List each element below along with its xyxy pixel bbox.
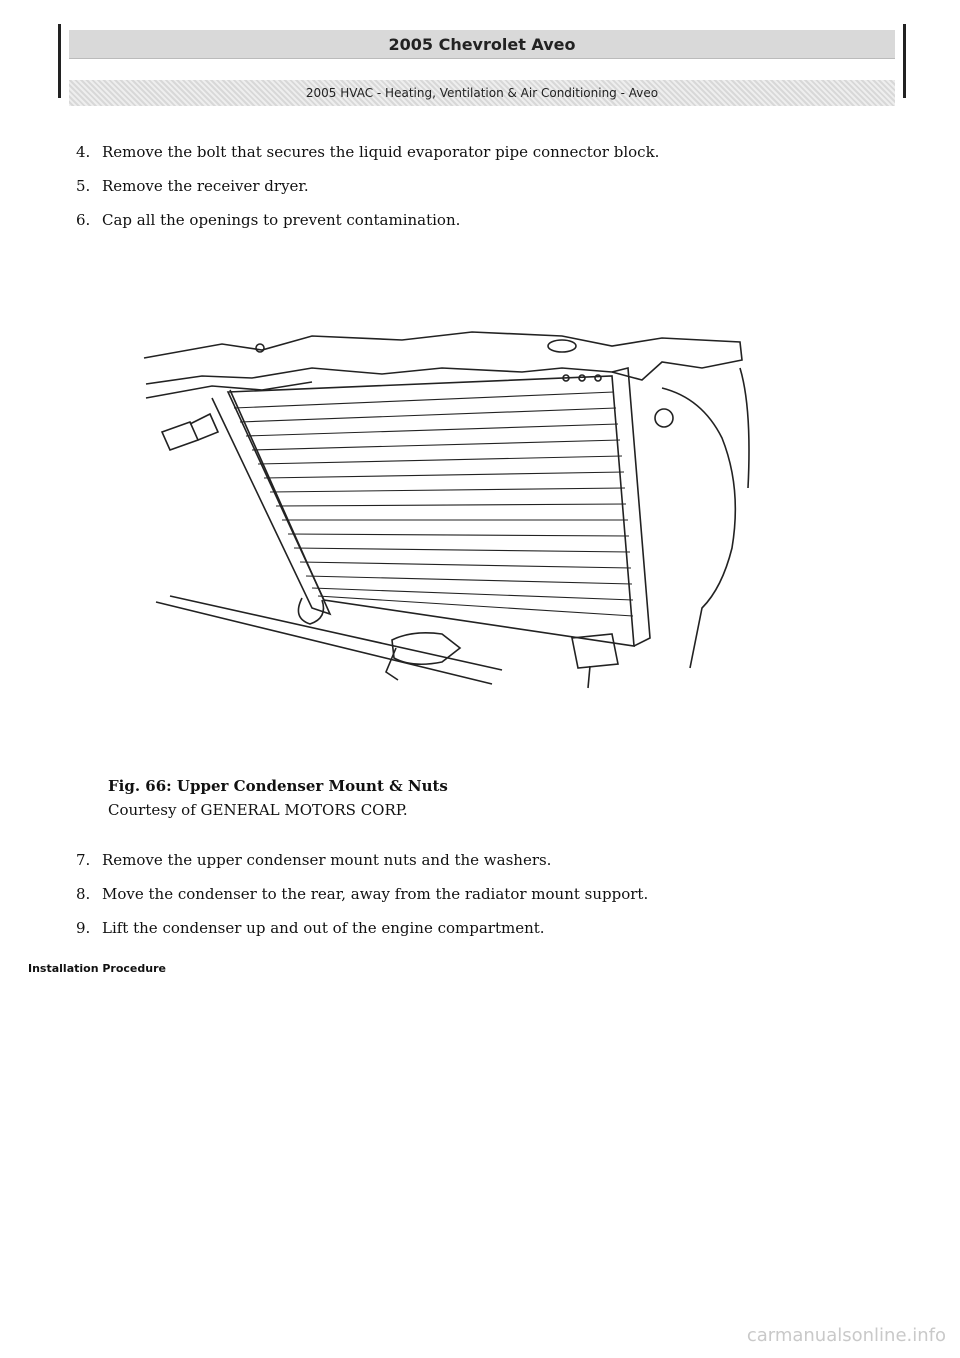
- header-title: 2005 Chevrolet Aveo: [69, 30, 895, 59]
- step-text: Cap all the openings to prevent contamination.: [102, 211, 461, 229]
- figure-title: Fig. 66: Upper Condenser Mount & Nuts: [108, 777, 448, 795]
- step-number: 9.: [76, 919, 91, 937]
- step-text: Remove the receiver dryer.: [102, 177, 309, 195]
- step-number: 8.: [76, 885, 91, 903]
- step-text: Move the condenser to the rear, away from the radiator mount support.: [102, 885, 649, 903]
- list-item: [76, 850, 936, 870]
- list-item: [76, 142, 936, 162]
- list-item: [76, 176, 936, 196]
- list-item: [76, 884, 936, 904]
- step-text: Lift the condenser up and out of the engine compartment.: [102, 919, 545, 937]
- document-header: [58, 24, 906, 98]
- step-text: Remove the upper condenser mount nuts and the washers.: [102, 851, 552, 869]
- header-subtitle: 2005 HVAC - Heating, Ventilation & Air Conditioning - Aveo: [69, 80, 895, 106]
- list-item: [76, 210, 936, 230]
- condenser-illustration: [142, 328, 754, 706]
- step-text: Remove the bolt that secures the liquid evaporator pipe connector block.: [102, 143, 660, 161]
- list-item: [76, 918, 936, 938]
- step-number: 4.: [76, 143, 91, 161]
- figure-caption: [108, 774, 448, 822]
- step-number: 5.: [76, 177, 91, 195]
- step-number: 6.: [76, 211, 91, 229]
- section-heading: Installation Procedure: [28, 962, 166, 975]
- step-list-before: [76, 142, 936, 244]
- step-number: 7.: [76, 851, 91, 869]
- step-list-after: [76, 850, 936, 952]
- figure-courtesy: Courtesy of GENERAL MOTORS CORP.: [108, 801, 408, 819]
- footer-watermark[interactable]: carmanualsonline.info: [746, 1325, 946, 1346]
